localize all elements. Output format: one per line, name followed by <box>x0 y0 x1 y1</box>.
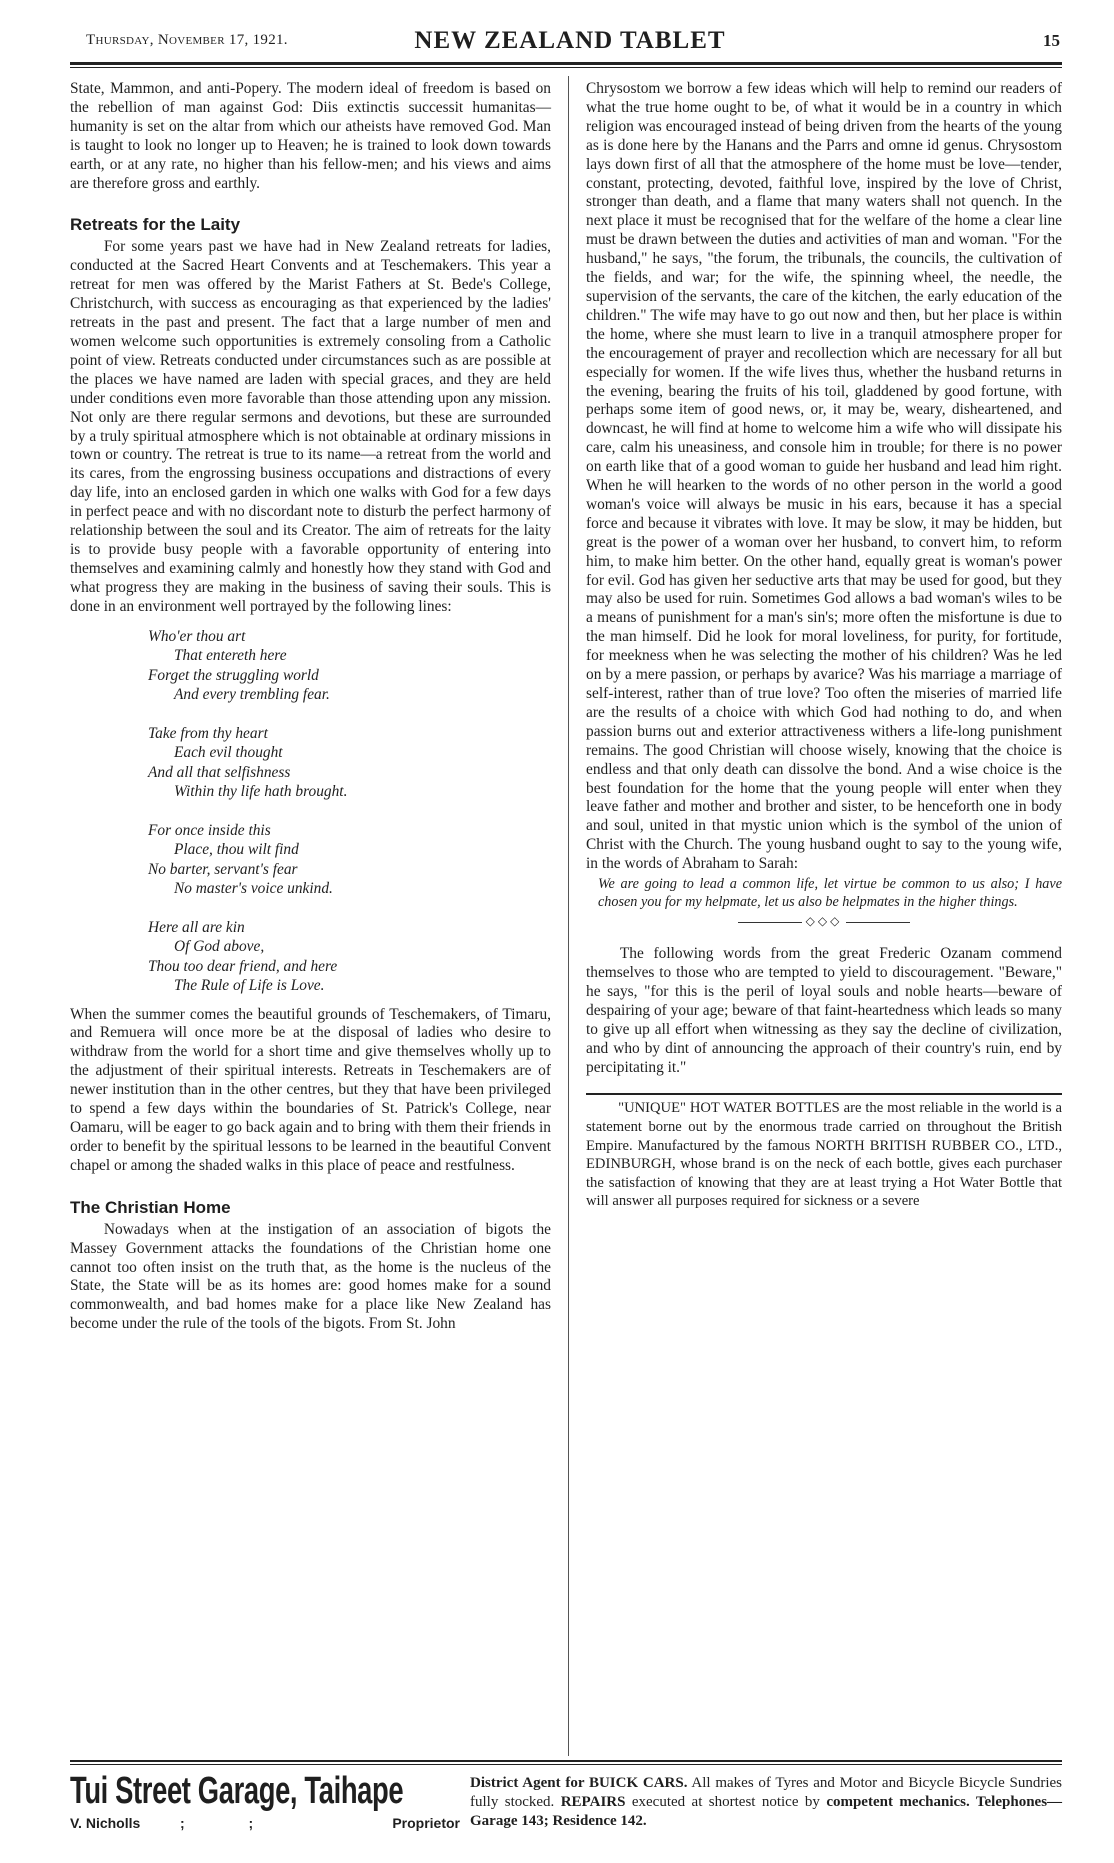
page-number: 15 <box>1043 31 1060 50</box>
garage-advert <box>70 1770 1062 1836</box>
proprietor-label: Proprietor <box>392 1815 460 1831</box>
section-ornament <box>586 915 1062 927</box>
issue-date: Thursday, November 17, 1921. <box>86 32 288 48</box>
agent-details <box>470 1774 1062 1831</box>
masthead-rule-thin <box>70 67 1062 68</box>
ozanam-paragraph: The following words from the great Frederic Ozanam commend themselves to those who are tempted to yield to discouragement. "Beware," he says, "for this is the peril of loyal souls and noble hearts—beware of despairing of your age; beware of that faint-heartedness which leads so many to give up all effort when witnessing as they say the decline of civilization, and who by dint of announcing the approach of their country's ruin, end by percipitating it." <box>586 945 1062 1076</box>
poem-line: Here all are kin <box>148 918 245 936</box>
hot-water-bottle-advert <box>586 1093 1062 1211</box>
left-column <box>70 80 551 1334</box>
poem-line: No master's voice unkind. <box>174 880 333 898</box>
garage-name: Tui Street Garage, Taihape <box>70 1770 404 1812</box>
poem-line: The Rule of Life is Love. <box>174 977 325 995</box>
poem-line: Of God above, <box>174 938 265 956</box>
masthead-rule <box>70 62 1062 65</box>
agent-lead: District Agent for BUICK CARS. <box>470 1775 688 1791</box>
right-column <box>586 80 1062 1211</box>
heading-christian-home: The Christian Home <box>70 1197 231 1217</box>
abraham-quote: We are going to lead a common life, let virtue be common to us also; I have chosen you for my helpmate, let us also be helpmates in the higher things. <box>598 876 1062 911</box>
footer-rule-thin <box>70 1764 1062 1765</box>
poem-line: That entereth here <box>174 647 287 665</box>
poem-line: And every trembling fear. <box>174 686 330 704</box>
newspaper-title: NEW ZEALAND TABLET <box>414 27 726 54</box>
poem-line: Forget the struggling world <box>148 666 319 684</box>
poem-line: Who'er thou art <box>148 627 246 645</box>
repairs-label: REPAIRS <box>560 1794 626 1810</box>
poem-line: Each evil thought <box>174 744 283 762</box>
repairs-text: executed at shortest notice by <box>631 1794 820 1810</box>
poem-line: No barter, servant's fear <box>148 860 298 878</box>
poem-stanza <box>148 821 551 899</box>
poem-stanza <box>148 627 551 705</box>
poem-line: And all that selfishness <box>148 763 291 781</box>
column-divider <box>568 76 569 1756</box>
agent-text: All makes of Tyres and Motor and Bicycle Bicycle Sundries fully stocked. <box>470 1775 1062 1810</box>
summer-paragraph: When the summer comes the beautiful grounds of Teschemakers, of Timaru, and Remuera will once more be at the disposal of ladies who desire to withdraw from the world for a short time and give themselves wholly up to the adjustment of their spiritual interests. Retreats in Teschemakers are of newer institution than in the other centres, but they that have been privileged to spend a few days within the boundaries of St. Patrick's College, near Oamaru, will be eager to go back again and to bring with them their friends in order to benefit by the spiritual lessons to be learned in the beautiful Convent chapel or among the shaded walks in this place of peace and restfulness. <box>70 1005 551 1174</box>
intro-paragraph: State, Mammon, and anti-Popery. The modern ideal of freedom is based on the rebellion of man against God: Diis extinctis successit humanitas—humanity is set on the altar from which our atheists have removed God. Man is taught to look no longer up to Heaven; he is trained to look down towards earth, or at any rate, no higher than his fellow-men; and his views and aims are therefore gross and earthly. <box>70 80 551 192</box>
poem-stanza <box>148 724 551 802</box>
retreats-paragraph: For some years past we have had in New Zealand retreats for ladies, conducted at the Sacred Heart Convents and at Teschemakers. This year a retreat for men was offered by the Marist Fathers at St. Bede's College, Christchurch, with success as encouraging as that experienced by the ladies' retreats in the past and present. The fact that a large number of men and women welcome such opportunities is extremely consoling from a Catholic point of view. Retreats conducted under circumstances such as are possible at the places we have named are laden with special graces, and they are held under conditions even more favorable than those attending upon any mission. Not only are there regular sermons and devotions, but these are surrounded by a truly spiritual atmosphere which is not obtainable at ordinary missions in town or country. The retreat is true to its name—a retreat from the world and its cares, from the engrossing business occupations and distractions of every day life, into an enclosed garden in which one walks with God for a few days in perfect peace and with no discordant note to disturb the perfect harmony of relationship between the soul and its Creator. The aim of retreats for the laity is to provide busy people with a favorable opportunity of entering into themselves and examining calmly and honestly how they stand with God and what progress they are making in the business of saving their souls. This is done in an environment well portrayed by the following lines: <box>70 238 551 615</box>
poem <box>148 627 551 996</box>
chrysostom-paragraph: Chrysostom we borrow a few ideas which will help to remind our readers of what the true home ought to be, of what it would be in a country in which religion was encouraged instead of being driven from the hearts of the young as is done here by the Hanans and the Parrs and omne id genus. Chrysostom lays down first of all that the atmosphere of the home must be love—tender, constant, protecting, devoted, faithful love, inspired by the love of Christ, stronger than death, and a flame that many waters shall not quench. In the next place it must be recognised that for the welfare of the home a clear line must be drawn between the duties and activities of man and woman. "For the husband," he says, "the forum, the tribunals, the councils, the cultivation of the fields, and war; for the wife, the spinning wheel, the needle, the supervision of the servants, the care of the kitchen, the early education of the children." The wife may have to go out now and then, but her place is within the home, where she must learn to live in a tranquil atmosphere proper for the encouragement of prayer and recollection which are necessary for all but especially for women. If the wife lives thus, whether the husband returns in the evening, bearing the fruits of his toil, gladdened by good fortune, with perhaps some item of good news, or, it may be, weary, disheartened, and downcast, he will find at home to welcome him a wife who will dissipate his care, calm his uneasiness, and console him in trouble; for there is no power on earth like that of a good woman to guide her husband and lead him right. When he will hearken to the words of no other person in the world a good woman's voice will always be music in his ears, because it has a special force and because it vibrates with love. It may be slow, it may be hidden, but great is the power of a woman over her husband, to convert him, to reform him, to make him better. On the other hand, equally great is woman's power for evil. God has given her seductive arts that may be used for good, but they may also be used for ruin. Sometimes God allows a bad woman's wiles to be a means of punishment for a man's sin's; more often the misfortune is due to the man himself. Did he look for moral loveliness, for purity, for fortitude, for meekness when he was selecting the mother of his children? Was he led on by a mere passion, or perhaps by avarice? Was his marriage a marriage of self-interest, rather than of true love? Too often the miseries of married life are the results of a choice with which God had nothing to do, and when passion burns out and exterior attractiveness withers a life-long punishment remains. The good Christian will choose wisely, knowing that the choice is endless and that only death can dissolve the bond. And a wise choice is the best foundation for the home that the young people will enter when they leave father and mother and brother and sister, to be henceforth one in body and soul, united in that mystic union which is the symbol of the union of Christ with the Church. The young husband ought to say to the young wife, in the words of Abraham to Sarah: <box>586 80 1062 873</box>
ornament-glyph: ◇◇◇ <box>805 914 843 929</box>
footer-rule <box>70 1760 1062 1762</box>
advert-text: "UNIQUE" HOT WATER BOTTLES are the most reliable in the world is a statement borne out by the enormous trade carried on throughout the British Empire. Manufactured by the famous NORTH BRITISH RUBBER CO., LTD., EDINBURGH, whose brand is on the neck of each bottle, gives each purchaser the satisfaction of knowing that they are at least trying a Hot Water Bottle that will answer all purposes required for sickness or a severe <box>586 1100 1062 1210</box>
proprietor-name: V. Nicholls <box>70 1815 141 1831</box>
poem-stanza <box>148 918 551 996</box>
poem-line: Within thy life hath brought. <box>174 783 348 801</box>
poem-line: Thou too dear friend, and here <box>148 957 338 975</box>
proprietor-marks: ; ; <box>180 1815 284 1831</box>
home-paragraph: Nowadays when at the instigation of an association of bigots the Massey Government attacks the foundations of the Christian home one cannot too often insist on the truth that, as the home is the nucleus of the State, the State will be as its homes are: good homes make for a sound commonwealth, and bad homes make for a place like New Zealand has become under the rule of the tools of the bigots. From St. John <box>70 1220 551 1333</box>
heading-retreats: Retreats for the Laity <box>70 215 241 235</box>
masthead <box>80 24 1060 54</box>
poem-line: For once inside this <box>148 821 271 839</box>
poem-line: Place, thou wilt find <box>174 841 299 859</box>
poem-line: Take from thy heart <box>148 724 268 742</box>
contact-line: competent mechanics. Telephones—Garage 143; Residence 142. <box>470 1794 1063 1829</box>
